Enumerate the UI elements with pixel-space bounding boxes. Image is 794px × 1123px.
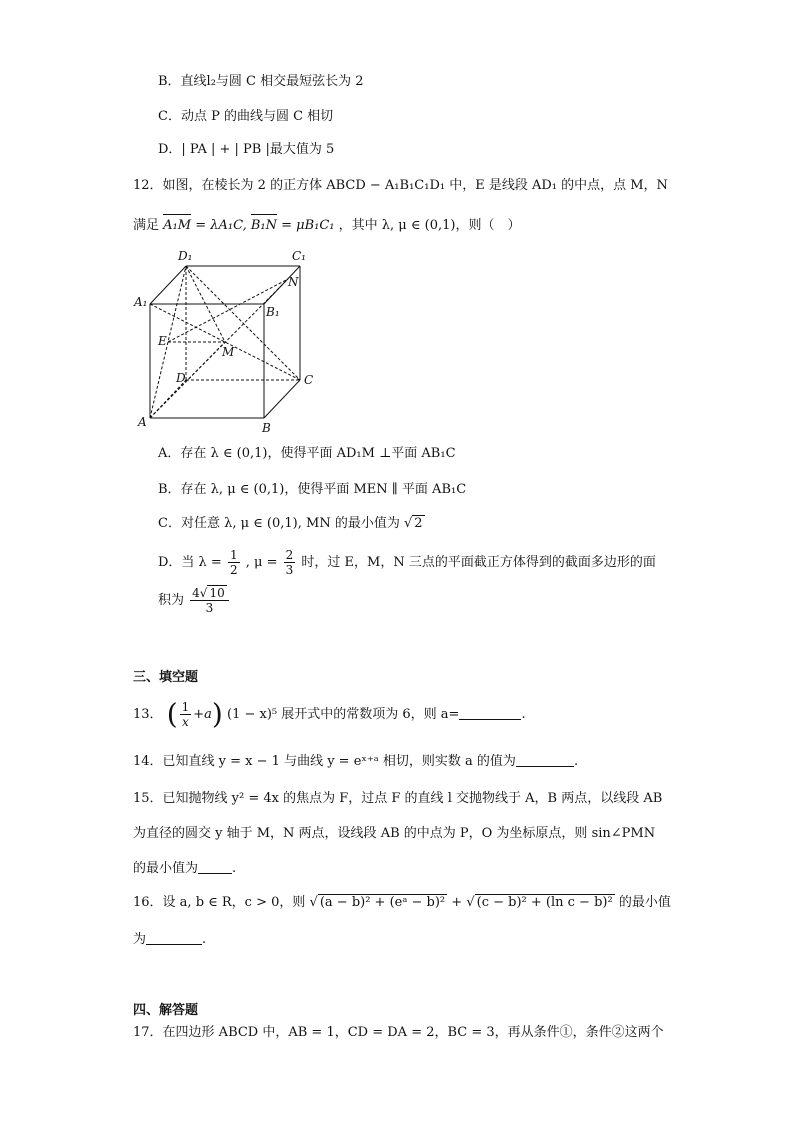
q12-stem-line1: 12．如图，在棱长为 2 的正方体 ABCD − A₁B₁C₁D₁ 中，E 是线段 AD₁ 的中点，点 M，N bbox=[133, 178, 668, 193]
sqrt-term2: (c − b)² + (ln c − b)² bbox=[476, 895, 613, 910]
label-e: E bbox=[158, 334, 167, 348]
answer-blank[interactable] bbox=[459, 719, 521, 720]
q12-option-d-prefix: D．当 λ = bbox=[158, 555, 222, 570]
q15-line3 bbox=[133, 859, 236, 879]
sqrt-radicand: 2 bbox=[414, 516, 423, 531]
q15-line3-text: 的最小值为 bbox=[133, 861, 199, 876]
q13-number: 13． bbox=[133, 707, 163, 722]
fraction-lambda bbox=[228, 548, 240, 577]
answer-blank[interactable] bbox=[146, 944, 202, 945]
vector-a1m: A₁M bbox=[163, 216, 191, 236]
mu-label: , μ = bbox=[245, 555, 278, 570]
fraction-numerator: 2 bbox=[285, 548, 294, 562]
q13 bbox=[133, 698, 526, 732]
cube-figure bbox=[130, 246, 330, 436]
line-a-n bbox=[150, 279, 288, 418]
sqrt-sign: √ bbox=[309, 895, 318, 910]
q15-line2: 为直径的圆交 y 轴于 M，N 两点，设线段 AB 的中点为 P，O 为坐标原点，则 sin∠PMN bbox=[133, 826, 656, 841]
sqrt-sign: √ bbox=[466, 895, 475, 910]
q12-option-a: A．存在 λ ∈ (0,1)，使得平面 AD₁M ⊥平面 AB₁C bbox=[158, 446, 456, 461]
q11-option-d: D．| PA | + | PB |最大值为 5 bbox=[158, 142, 335, 157]
q16-line1 bbox=[133, 893, 671, 913]
q16-line2 bbox=[133, 930, 206, 950]
q13-end: . bbox=[521, 707, 526, 722]
fraction-denominator: x bbox=[182, 715, 189, 729]
section-title-solve: 四、解答题 bbox=[133, 1003, 199, 1018]
sqrt-sign: √ bbox=[403, 516, 413, 531]
fraction-denominator: 3 bbox=[205, 601, 214, 615]
label-a1: A₁ bbox=[134, 295, 148, 309]
answer-blank[interactable] bbox=[198, 873, 232, 874]
plus-a: +a bbox=[193, 707, 212, 722]
label-b1: B₁ bbox=[266, 305, 280, 319]
q11-option-c: C．动点 P 的曲线与圆 C 相切 bbox=[158, 109, 334, 124]
plus-sign: + bbox=[451, 895, 463, 910]
vector-a1c-expr: = λA₁C, bbox=[195, 218, 247, 233]
area-coef: 4 bbox=[192, 586, 200, 600]
area-radicand: 10 bbox=[209, 586, 225, 600]
q11-option-b: B．直线l₂与圆 C 相交最短弦长为 2 bbox=[158, 74, 364, 89]
label-m: M bbox=[222, 345, 235, 359]
paren-close: ) bbox=[211, 697, 223, 731]
label-a: A bbox=[138, 415, 147, 429]
fraction-numerator: 1 bbox=[229, 548, 238, 562]
q14 bbox=[133, 752, 578, 772]
q12-stem-prefix: 满足 bbox=[133, 218, 160, 233]
vector-b1n: B₁N bbox=[251, 216, 277, 236]
fraction-1-over-x bbox=[180, 700, 192, 729]
fraction-denominator: 3 bbox=[285, 563, 294, 577]
q16-end: . bbox=[202, 932, 207, 947]
q12-stem-line2 bbox=[133, 216, 520, 236]
vector-b1c1-expr: = μB₁C₁ bbox=[281, 218, 335, 233]
q12-option-d-line2 bbox=[158, 586, 231, 616]
fraction-numerator: 1 bbox=[181, 700, 190, 714]
q16-prefix: 16．设 a, b ∈ R，c > 0，则 bbox=[133, 895, 306, 910]
edge-a1-d1 bbox=[150, 266, 186, 304]
fraction-area bbox=[190, 586, 229, 615]
label-d1: D₁ bbox=[178, 249, 193, 263]
q14-end: . bbox=[573, 754, 579, 769]
fraction-mu bbox=[284, 548, 296, 577]
sqrt-term1: (a − b)² + (eᵃ − b)² bbox=[319, 895, 446, 910]
fraction-denominator: 2 bbox=[229, 563, 238, 577]
line-d1-c bbox=[186, 266, 300, 380]
q12-option-c bbox=[158, 514, 425, 534]
q16-suffix: 的最小值 bbox=[618, 895, 671, 910]
section-title-fill-in: 三、填空题 bbox=[133, 670, 199, 685]
answer-blank[interactable] bbox=[516, 766, 574, 767]
edge-b-c bbox=[264, 380, 300, 418]
q12-option-d-line2-prefix: 积为 bbox=[158, 593, 185, 608]
q13-rest: (1 − x)⁵ 展开式中的常数项为 6，则 a= bbox=[227, 707, 460, 722]
label-c1: C₁ bbox=[292, 249, 306, 263]
fraction-numerator: 4√ 10 bbox=[190, 586, 229, 601]
label-n: N bbox=[288, 275, 299, 289]
q15-line1: 15．已知抛物线 y² = 4x 的焦点为 F，过点 F 的直线 l 交抛物线于 A，B 两点，以线段 AB bbox=[133, 791, 663, 806]
q17-line1: 17．在四边形 ABCD 中，AB = 1，CD = DA = 2，BC = 3，再从条件①，条件②这两个 bbox=[133, 1025, 664, 1040]
paren-open: ( bbox=[166, 697, 178, 731]
label-d: D bbox=[176, 371, 186, 385]
label-c: C bbox=[304, 373, 314, 387]
q12-option-d-suffix: 时，过 E，M，N 三点的平面截正方体得到的截面多边形的面 bbox=[301, 555, 656, 570]
q12-option-d-line1 bbox=[158, 548, 656, 578]
label-b: B bbox=[262, 421, 271, 435]
q12-option-b: B．存在 λ, μ ∈ (0,1)，使得平面 MEN ∥ 平面 AB₁C bbox=[158, 482, 467, 497]
q12-stem-suffix: ，其中 λ, μ ∈ (0,1)，则（ ） bbox=[338, 218, 521, 233]
q16-line2-text: 为 bbox=[133, 932, 147, 947]
q15-end: . bbox=[232, 861, 237, 876]
q14-text: 14．已知直线 y = x − 1 与曲线 y = eˣ⁺ᵃ 相切，则实数 a 的值为 bbox=[133, 754, 516, 769]
q12-option-c-text: C．对任意 λ, μ ∈ (0,1), MN 的最小值为 bbox=[158, 516, 400, 531]
